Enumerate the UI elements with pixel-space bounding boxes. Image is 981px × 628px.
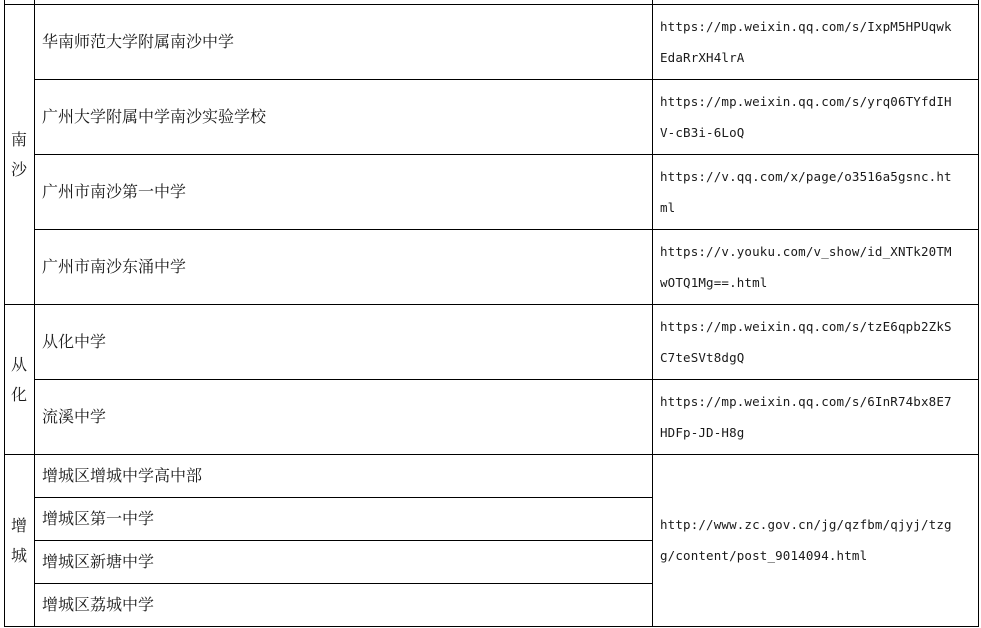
district-cell-nansha: [5, 5, 33, 304]
school-link[interactable]: https://mp.weixin.qq.com/s/6InR74bx8E7 HDFp-JD-H8g: [660, 394, 952, 440]
school-name: 增城区增城中学高中部: [42, 466, 203, 485]
table-rule: [4, 626, 979, 627]
table-rule: [34, 79, 979, 80]
school-name: 广州市南沙东涌中学: [42, 257, 187, 276]
district-name-char: 化: [10, 384, 27, 404]
table-rule: [4, 304, 979, 305]
district-cell-conghua: [5, 305, 33, 454]
school-name: 从化中学: [42, 332, 107, 351]
district-name-char: 沙: [10, 159, 27, 179]
table-rule: [4, 4, 979, 5]
table-rule: [978, 0, 979, 627]
table-rule: [34, 540, 652, 541]
school-name: 增城区第一中学: [42, 509, 155, 528]
school-link[interactable]: https://mp.weixin.qq.com/s/IxpM5HPUqwk EdaRrXH4lrA: [660, 19, 952, 65]
table-rule: [34, 379, 979, 380]
school-link[interactable]: https://v.qq.com/x/page/o3516a5gsnc.ht ml: [660, 169, 952, 215]
table-rule: [34, 497, 652, 498]
district-name-char: 城: [10, 545, 27, 565]
district-name-char: 南: [10, 129, 27, 149]
table-rule: [34, 154, 979, 155]
district-cell-zengcheng: [5, 455, 33, 626]
table-rule: [652, 0, 653, 627]
school-name: 广州市南沙第一中学: [42, 182, 187, 201]
table-rule: [34, 229, 979, 230]
district-name-char: 增: [10, 515, 27, 535]
school-name: 流溪中学: [42, 407, 107, 426]
school-name: 增城区荔城中学: [42, 595, 155, 614]
school-link[interactable]: https://mp.weixin.qq.com/s/tzE6qpb2ZkS C7teSVt8dgQ: [660, 319, 952, 365]
school-link[interactable]: https://v.youku.com/v_show/id_XNTk20TM wOTQ1Mg==.html: [660, 244, 952, 290]
school-link[interactable]: https://mp.weixin.qq.com/s/yrq06TYfdIH V-cB3i-6LoQ: [660, 94, 952, 140]
school-name: 华南师范大学附属南沙中学: [42, 32, 235, 51]
school-name: 增城区新塘中学: [42, 552, 155, 571]
table-rule: [4, 454, 979, 455]
district-name-char: 从: [10, 354, 27, 374]
table-rule: [34, 0, 35, 627]
school-name: 广州大学附属中学南沙实验学校: [42, 107, 267, 126]
school-link[interactable]: http://www.zc.gov.cn/jg/qzfbm/qjyj/tzg g/content/post_9014094.html: [660, 517, 952, 563]
table-rule: [34, 583, 652, 584]
